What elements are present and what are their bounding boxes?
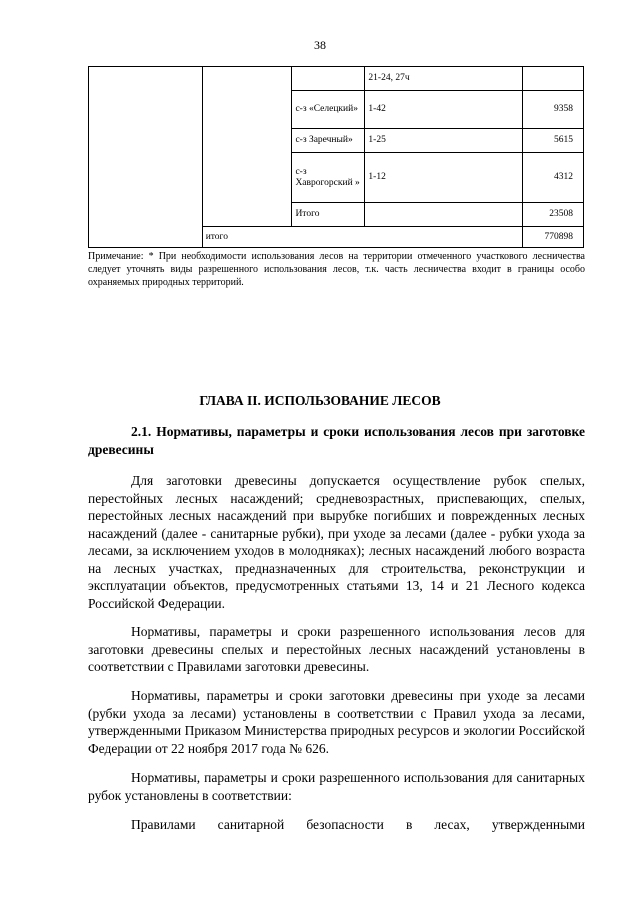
table-cell: с-з Хаврогорский » xyxy=(292,153,365,203)
paragraph: Для заготовки древесины допускается осуществление рубок спелых, перестойных лесных насаждений; средневозрастных, приспевающих, спелых, перестойных лесных насаждений при вырубке погибших и поврежденных лесных насаждений (далее - санитарные рубки), при уходе за лесами (далее - рубки ухода за лесами, за исключением уходов в молодняках); лесных насаждений любого возраста на лесных участках, предназначенных для строительства, реконструкции и эксплуатации объектов, предусмотренных статьями 13, 14 и 21 Лесного кодекса Российской Федерации. xyxy=(88,473,585,611)
forest-use-table xyxy=(88,66,584,248)
table-cell: с-з Заречный» xyxy=(292,129,365,153)
table-total-label: итого xyxy=(202,227,522,248)
table-cell: 4312 xyxy=(523,153,584,203)
paragraph: Нормативы, параметры и сроки заготовки древесины при уходе за лесами (рубки ухода за лесами) установлены в соответствии с Правил ухода за лесами, утвержденными Приказом Министерства природных ресурсов и экологии Российской Федерации от 22 ноября 2017 года № 626. xyxy=(88,688,585,756)
table-cell: с-з «Селецкий» xyxy=(292,91,365,129)
table-cell xyxy=(292,67,365,91)
section-title: 2.1. Нормативы, параметры и сроки использования лесов при заготовке древесины xyxy=(88,424,585,457)
paragraph: Нормативы, параметры и сроки разрешенного использования лесов для заготовки древесины спелых и перестойных лесных насаждений установлены в соответствии с Правилами заготовки древесины. xyxy=(88,624,585,674)
table-cell: 5615 xyxy=(523,129,584,153)
paragraph: Правилами санитарной безопасности в лесах, утвержденными xyxy=(131,817,585,832)
table-cell xyxy=(89,67,203,248)
table-cell: 1-42 xyxy=(365,91,523,129)
table-cell: 21-24, 27ч xyxy=(365,67,523,91)
table-cell: Итого xyxy=(292,203,365,227)
paragraph: Нормативы, параметры и сроки разрешенного использования для санитарных рубок установлены в соответствии: xyxy=(88,770,585,803)
table-note: Примечание: * При необходимости использования лесов на территории отмеченного участкового лесничества следует уточнять виды разрешенного использования лесов, т.к. часть лесничества входит в границы особо охраняемых природных территорий. xyxy=(88,251,585,289)
page-number: 38 xyxy=(314,38,326,52)
table-total-value: 770898 xyxy=(523,227,584,248)
chapter-title: ГЛАВА II. ИСПОЛЬЗОВАНИЕ ЛЕСОВ xyxy=(199,393,441,408)
table-cell: 23508 xyxy=(523,203,584,227)
table-cell: 1-25 xyxy=(365,129,523,153)
table-row xyxy=(89,67,584,91)
table-cell xyxy=(202,67,292,227)
table-cell xyxy=(523,67,584,91)
table-cell: 9358 xyxy=(523,91,584,129)
table-cell: 1-12 xyxy=(365,153,523,203)
table-cell xyxy=(365,203,523,227)
